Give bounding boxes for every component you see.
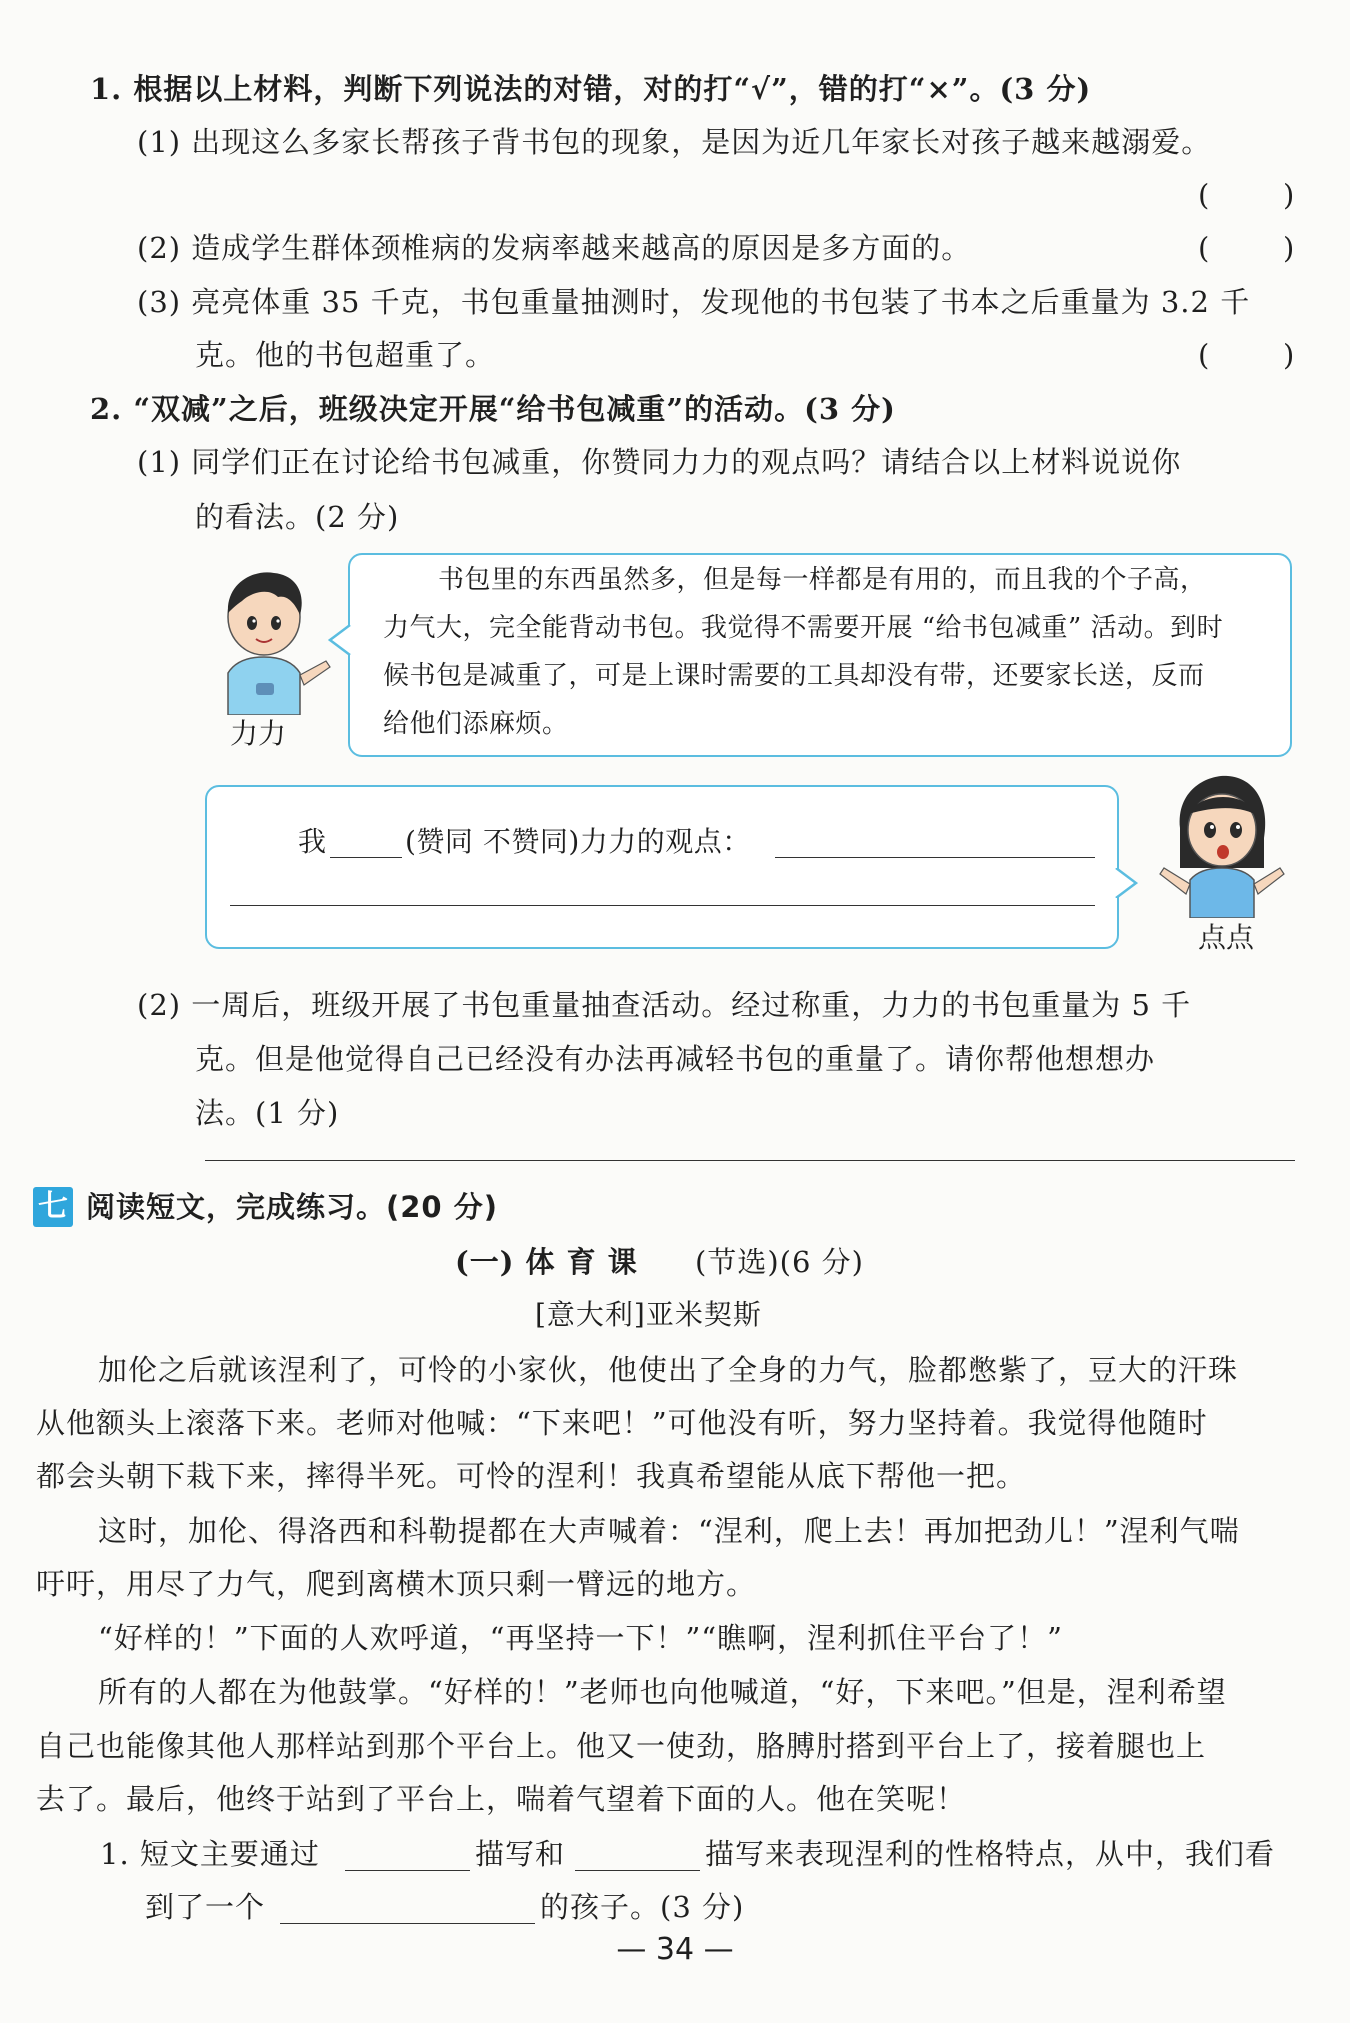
opinion-answer-line-2[interactable] bbox=[230, 905, 1095, 906]
q2-sub1-line-a: (1) 同学们正在讨论给书包减重，你赞同力力的观点吗？请结合以上材料说说你 bbox=[137, 445, 1182, 479]
girl-name: 点点 bbox=[1198, 921, 1255, 954]
sec7-q1-part-a: 1. 短文主要通过 bbox=[100, 1837, 320, 1871]
sec7-q1-part-c: 描写来表现涅利的性格特点，从中，我们看 bbox=[705, 1837, 1276, 1871]
sec7-q1-part-d: 到了一个 bbox=[145, 1890, 266, 1924]
agree-answer-blank[interactable] bbox=[330, 857, 402, 858]
passage-author: [意大利]亚米契斯 bbox=[535, 1298, 762, 1331]
q2-sub2-line-a: (2) 一周后，班级开展了书包重量抽查活动。经过称重，力力的书包重量为 5 千 bbox=[137, 988, 1192, 1022]
q2-sub2-answer-line[interactable] bbox=[205, 1160, 1295, 1161]
sec7-q1-blank-3[interactable] bbox=[280, 1923, 535, 1924]
q2-sub1-line-b: 的看法。(2 分) bbox=[195, 500, 400, 534]
passage-line: 从他额头上滚落下来。老师对他喊：“下来吧！”可他没有听，努力坚持着。我觉得他随时 bbox=[36, 1406, 1208, 1440]
passage-line: 自己也能像其他人那样站到那个平台上。他又一使劲，胳膊肘搭到平台上了，接着腿也上 bbox=[36, 1729, 1207, 1763]
boy-illustration bbox=[198, 565, 348, 715]
sec7-q1-part-b: 描写和 bbox=[475, 1837, 566, 1871]
passage-title-suffix: (节选)(6 分) bbox=[695, 1245, 864, 1279]
speech-bubble-diandian bbox=[205, 785, 1119, 949]
q1-stem: 1. 根据以上材料，判断下列说法的对错，对的打“√”，错的打“×”。(3 分) bbox=[90, 72, 1092, 106]
bubble1-line-1: 书包里的东西虽然多，但是每一样都是有用的，而且我的个子高， bbox=[438, 565, 1207, 595]
q2-sub2-line-b: 克。但是他觉得自己已经没有办法再减轻书包的重量了。请你帮他想想办 bbox=[195, 1042, 1156, 1076]
passage-line: 都会头朝下栽下来，摔得半死。可怜的涅利！我真希望能从底下帮他一把。 bbox=[36, 1459, 1027, 1493]
answer-paren-3[interactable]: ( ) bbox=[1198, 338, 1295, 372]
sec7-q1-blank-2[interactable] bbox=[575, 1870, 700, 1871]
girl-illustration bbox=[1150, 768, 1300, 918]
section-title: 阅读短文，完成练习。(20 分) bbox=[86, 1190, 498, 1224]
passage-line: 这时，加伦、得洛西和科勒提都在大声喊着：“涅利，爬上去！再加把劲儿！”涅利气喘 bbox=[98, 1514, 1240, 1548]
q2-stem: 2. “双减”之后，班级决定开展“给书包减重”的活动。(3 分) bbox=[90, 392, 896, 426]
opinion-answer-line-1[interactable] bbox=[775, 857, 1095, 858]
q1-statement-3a: (3) 亮亮体重 35 千克，书包重量抽测时，发现他的书包装了书本之后重量为 3.2 千 bbox=[137, 285, 1251, 319]
q1-statement-2: (2) 造成学生群体颈椎病的发病率越来越高的原因是多方面的。 bbox=[137, 231, 972, 265]
passage-line: 去了。最后，他终于站到了平台上，喘着气望着下面的人。他在笑呢！ bbox=[36, 1782, 967, 1816]
q1-statement-1: (1) 出现这么多家长帮孩子背书包的现象，是因为近几年家长对孩子越来越溺爱。 bbox=[137, 125, 1212, 159]
boy-name: 力力 bbox=[230, 717, 287, 750]
bubble-pointer-right bbox=[1114, 868, 1138, 898]
bubble-pointer-left bbox=[328, 625, 352, 655]
section-badge: 七 bbox=[33, 1187, 73, 1227]
answer-paren-2[interactable]: ( ) bbox=[1198, 231, 1295, 265]
passage-title: (一) 体 育 课 bbox=[455, 1245, 638, 1279]
q1-statement-3b: 克。他的书包超重了。 bbox=[195, 338, 496, 372]
passage-line: “好样的！”下面的人欢呼道，“再坚持一下！”“瞧啊，涅利抓住平台了！” bbox=[98, 1621, 1063, 1655]
sec7-q1-part-e: 的孩子。(3 分) bbox=[540, 1890, 745, 1924]
bubble1-line-4: 给他们添麻烦。 bbox=[383, 709, 569, 739]
bubble2-prefix: 我 bbox=[298, 825, 327, 858]
passage-line: 所有的人都在为他鼓掌。“好样的！”老师也向他喊道，“好，下来吧。”但是，涅利希望 bbox=[98, 1675, 1227, 1709]
passage-line: 吁吁，用尽了力气，爬到离横木顶只剩一臂远的地方。 bbox=[36, 1567, 757, 1601]
bubble1-line-2: 力气大，完全能背动书包。我觉得不需要开展 “给书包减重” 活动。到时 bbox=[383, 613, 1224, 643]
bubble1-line-3: 候书包是减重了，可是上课时需要的工具却没有带，还要家长送，反而 bbox=[383, 661, 1205, 691]
sec7-q1-blank-1[interactable] bbox=[345, 1870, 470, 1871]
passage-line: 加伦之后就该涅利了，可怜的小家伙，他使出了全身的力气，脸都憋紫了，豆大的汗珠 bbox=[98, 1353, 1239, 1387]
q2-sub2-line-c: 法。(1 分) bbox=[195, 1096, 340, 1130]
bubble2-choice-text: (赞同 不赞同)力力的观点： bbox=[405, 825, 751, 858]
page-number: — 34 — bbox=[616, 1932, 734, 1967]
answer-paren-1[interactable]: ( ) bbox=[1198, 178, 1295, 212]
